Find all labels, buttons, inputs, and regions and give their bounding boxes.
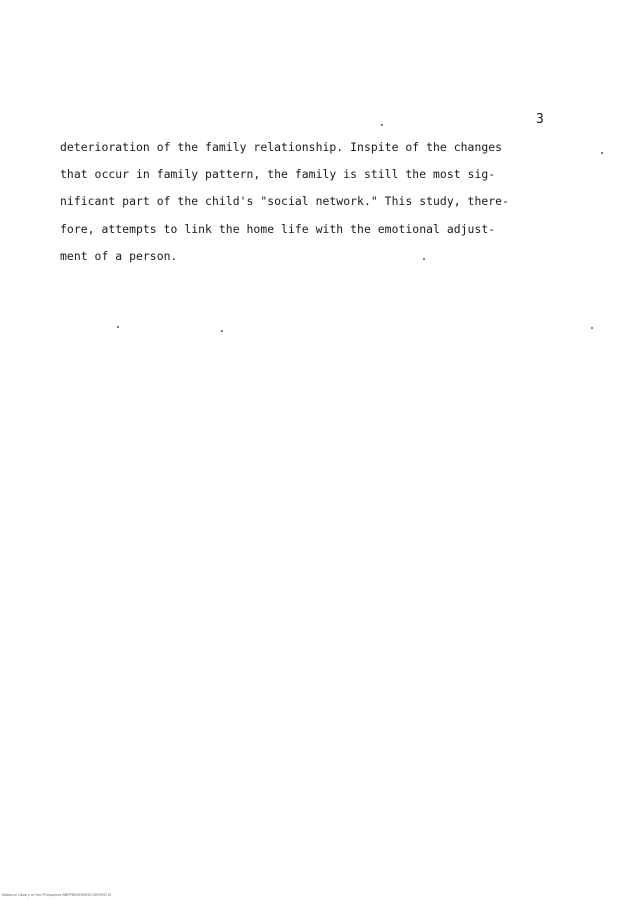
scan-speck <box>117 326 119 328</box>
text-line: deterioration of the family relationship. Inspite of the changes <box>60 140 503 154</box>
scan-speck <box>591 327 593 329</box>
text-line: ment of a person. <box>60 248 178 263</box>
body-paragraph <box>60 134 600 270</box>
text-line: that occur in family pattern, the family is still the most sig- <box>60 167 496 182</box>
scan-footer: National Library of the Philippines BNPPRESERVEDCONTENT III <box>2 893 112 897</box>
scan-speck <box>381 124 383 126</box>
scan-speck <box>601 152 603 154</box>
text-line: fore, attempts to link the home life with the emotional adjust- <box>60 221 496 236</box>
scan-speck <box>423 258 425 260</box>
scan-speck <box>221 330 223 332</box>
page-number: 3 <box>536 112 544 127</box>
text-line: nificant part of the child's "social network." This study, there- <box>60 194 510 209</box>
